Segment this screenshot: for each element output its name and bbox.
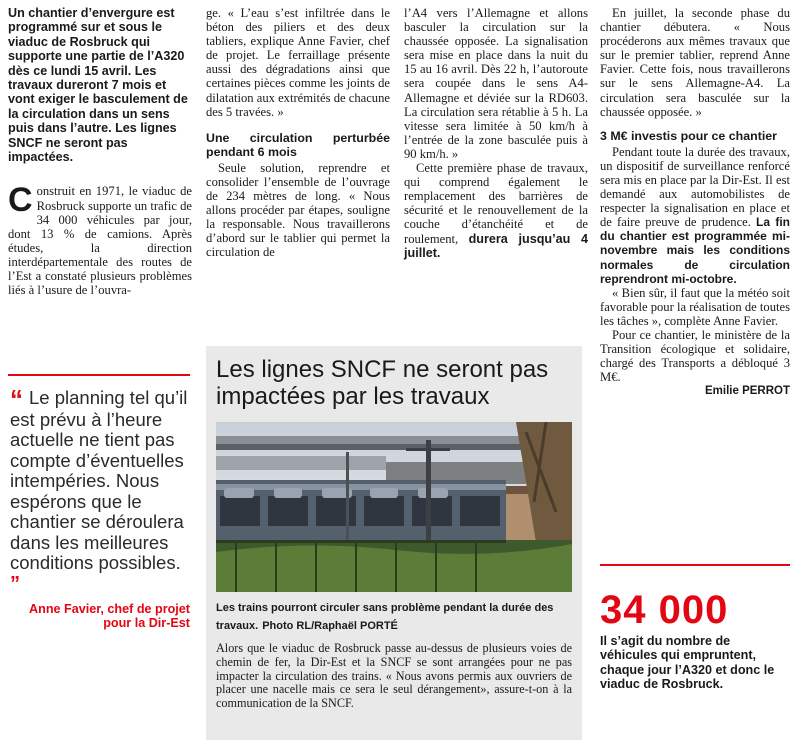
train-photo bbox=[216, 422, 572, 592]
article-text: Cette première phase de travaux, qui comprend également le remplacement des barrières de sécurité et le renouvellement de la couche d’étanchéité et de roulement, bbox=[404, 161, 588, 246]
article-bold-text: durera jusqu’au 4 juillet. bbox=[404, 231, 588, 260]
stat-divider bbox=[600, 564, 790, 566]
drop-cap: C bbox=[8, 181, 33, 220]
photo-credit: Photo RL/Raphaël PORTÉ bbox=[262, 620, 398, 632]
article-text: Pendant toute la durée des travaux, un dispositif de surveillance renforcé sera mis en place par la Dir-Est. Il est demandé aux automobilistes de respecter la signalisation en place et de faire preuve de prudence. bbox=[600, 144, 790, 230]
article-paragraph: ge. « L’eau s’est infiltrée dans le béton des piliers et des deux tabliers, explique Anne Favier, chef de projet. Le ferraillage présente aussi des dégradations ainsi que certaines pièces comme les joints de dilatation aux extrémités de chacune des 5 travées. » bbox=[206, 6, 390, 119]
article-paragraph: Pour ce chantier, le ministère de la Transition écologique et solidaire, chargé des Transports a débloqué 3 M€. bbox=[600, 327, 790, 385]
article-intro bbox=[8, 181, 192, 298]
caption-text: Les trains pourront circuler sans problème pendant la durée des travaux. bbox=[216, 602, 554, 632]
stat-block bbox=[600, 590, 790, 692]
subheading-circulation: Une circulation perturbée pendant 6 mois bbox=[206, 130, 390, 159]
article-paragraph: l’A4 vers l’Allemagne et allons basculer la circulation sur la chaussée opposée. La signalisation sera mise en place dans la nuit du 15 au 16 avril. Dès 22 h, l’autoroute sera coupée dans le sens A4-Allemagne et déviée sur la RD603. La circulation sera rétablie à 5 h. La vitesse sera limitée à 50 km/h à l’entrée de la zone basculée puis à 90 km/h. » bbox=[404, 6, 588, 161]
article-lead: Un chantier d’envergure est programmé sur et sous le viaduc de Rosbruck qui supporte une partie de l’A320 dès ce lundi 15 avril. Les travaux dureront 7 mois et vont exiger le basculement de la circulation dans un sens puis dans l’autre. Les lignes SNCF ne seront pas impactées. bbox=[8, 6, 188, 165]
article-column-3 bbox=[404, 6, 588, 260]
article-signature: Emilie PERROT bbox=[705, 385, 790, 398]
subheading-investment: 3 M€ investis pour ce chantier bbox=[600, 128, 777, 143]
article-paragraph bbox=[404, 161, 588, 260]
quote-author: Anne Favier, chef de projet pour la Dir-Est bbox=[29, 602, 190, 631]
article-paragraph: Seule solution, reprendre et consolider l’ensemble de l’ouvrage de 234 mètres de long. « Nous allons procéder par étapes, souligne la responsable. Nous travaillerons d’abord sur le tablier qui permet la circulation de bbox=[206, 160, 390, 260]
article-paragraph bbox=[600, 145, 790, 286]
sidebar-title: Les lignes SNCF ne seront pas impactées par les travaux bbox=[216, 356, 549, 410]
sidebar-box-content bbox=[216, 356, 572, 410]
article-bold-text: La fin du chantier est programmée mi-novembre mais les conditions normales de circulation reprendront mi-octobre. bbox=[600, 215, 791, 286]
stat-number: 34 000 bbox=[600, 588, 729, 632]
article-column-1 bbox=[8, 6, 192, 297]
article-column-4 bbox=[600, 6, 790, 398]
pull-quote bbox=[10, 384, 190, 631]
article-column-2 bbox=[206, 6, 390, 259]
sidebar-paragraph: Alors que le viaduc de Rosbruck passe au-dessus de plusieurs voies de chemin de fer, la Dir-Est et la SNCF se sont arrangées pour ne pas impacter la circulation des trains. « Nous avons permis aux ouvriers de placer une nacelle mais ce sera le seul dérangement», assure-t-on à la communication de la SNCF. bbox=[216, 641, 572, 711]
quote-open-mark: “ bbox=[10, 384, 23, 414]
article-paragraph: « Bien sûr, il faut que la météo soit favorable pour la réalisation de toutes les tâches », complète Anne Favier. bbox=[600, 285, 790, 328]
quote-close-mark: ” bbox=[10, 572, 20, 595]
photo-caption bbox=[216, 598, 572, 634]
article-paragraph: En juillet, la seconde phase du chantier débutera. « Nous procéderons aux mêmes travaux que sur le premier tablier, reprend Anne Favier. Cette fois, nous travaillerons sur le sens Allemagne-A4. La circulation sera basculée sur la chaussée opposée. » bbox=[600, 6, 790, 119]
article-intro-text: onstruit en 1971, le viaduc de Rosbruck supporte un trafic de 34 000 véhicules par jour, dont 13 % de camions. Après études, la direction interdépartementale des routes de l’Est a constaté plusieurs problèmes liés à l’usure de l’ouvra- bbox=[8, 184, 192, 298]
sidebar-text bbox=[216, 642, 572, 711]
quote-text: Le planning tel qu’il est prévu à l’heure actuelle ne tient pas compte d’éventuelles intempéries. Nous espérons que le chantier se déroulera dans les meilleures conditions possibles. bbox=[10, 387, 188, 573]
stat-text: Il s’agit du nombre de véhicules qui empruntent, chaque jour l’A320 et donc le viaduc de Rosbruck. bbox=[600, 634, 775, 692]
quote-divider bbox=[8, 374, 190, 376]
